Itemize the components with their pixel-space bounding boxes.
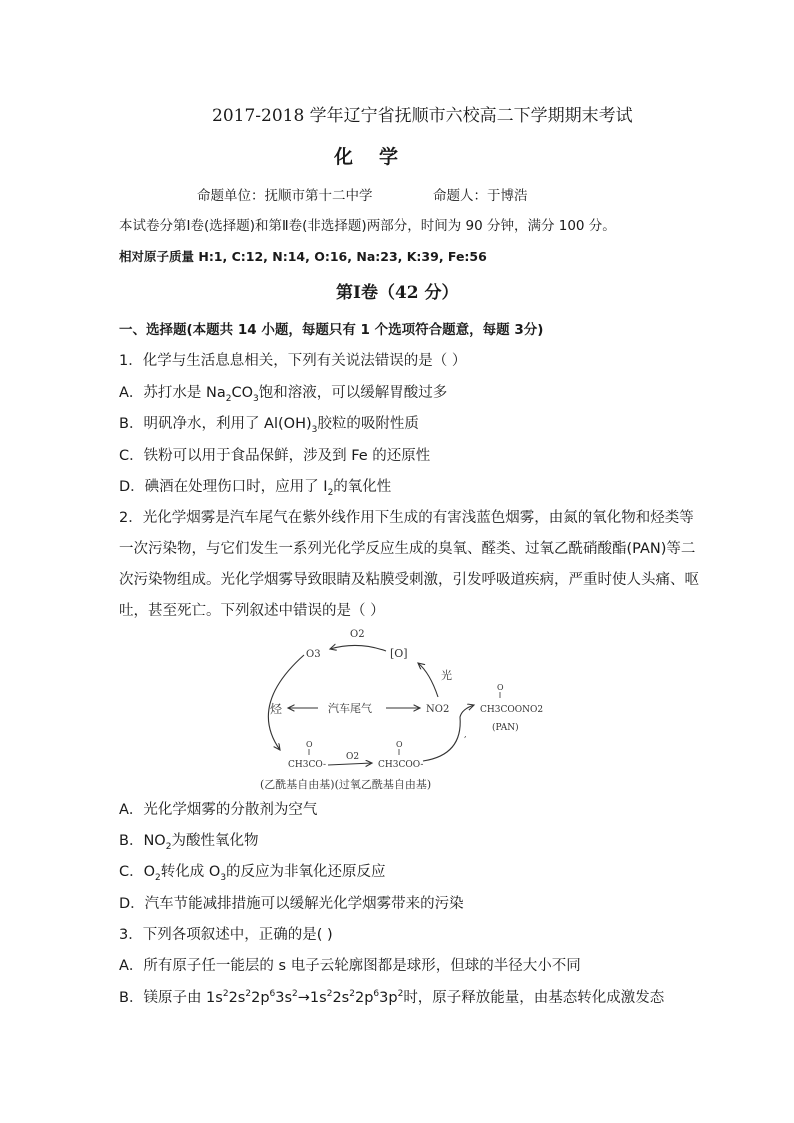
- diagram-acyl: CH3CO-: [288, 760, 327, 770]
- smog-reaction-diagram: [258, 625, 558, 795]
- diagram-o3: O3: [306, 649, 321, 660]
- diagram-peroxy: CH3COO-: [378, 760, 424, 770]
- author-name: 命题人：于博浩: [433, 188, 528, 204]
- q3-stem: 3．下列各项叙述中，正确的是( ): [119, 927, 333, 943]
- q2-option-d[interactable]: D．汽车节能减排措施可以缓解光化学烟雾带来的污染: [119, 896, 464, 912]
- q2-stem-line-1: 2．光化学烟雾是汽车尾气在紫外线作用下生成的有害浅蓝色烟雾，由氮的氧化物和烃类等: [119, 510, 694, 526]
- volume-heading: 第Ⅰ卷（42 分）: [336, 283, 459, 303]
- arrow-no2-to-o: [418, 663, 438, 697]
- q1-option-d[interactable]: D．碘酒在处理伤口时，应用了 $I_2$的氧化性: [119, 479, 392, 498]
- q1-option-b[interactable]: B．明矾净水，利用了 $Al(OH)_3$胶粒的吸附性质: [119, 416, 419, 435]
- diagram-pan: (PAN): [492, 723, 519, 733]
- q2-stem-line-2: 一次污染物，与它们发生一系列光化学反应生成的臭氧、醛类、过氧乙酰硝酸酯(PAN)等二: [119, 541, 696, 557]
- svg-text:,: ,: [464, 730, 467, 739]
- diagram-o-dbl-1: O: [497, 683, 504, 692]
- q3-option-a[interactable]: A．所有原子任一能层的 s 电子云轮廓图都是球形，但球的半径大小不同: [119, 958, 581, 974]
- arrow-acyl-to-peroxy: [328, 763, 372, 765]
- q1-option-a[interactable]: A．苏打水是 $Na_2CO_3$饱和溶液，可以缓解胃酸过多: [119, 385, 448, 404]
- atomic-masses: 相对原子质量 H:1, C:12, N:14, O:16, Na:23, K:39, Fe:56: [119, 249, 487, 264]
- exam-title: 2017-2018 学年辽宁省抚顺市六校高二下学期期末考试: [212, 106, 633, 126]
- q2-option-c[interactable]: C．$O_2$转化成 $O_3$的反应为非氧化还原反应: [119, 864, 386, 883]
- diagram-o-radical: [O]: [390, 647, 408, 660]
- author-unit: 命题单位：抚顺市第十二中学: [197, 188, 373, 204]
- diagram-exhaust: 汽车尾气: [328, 702, 372, 715]
- arrow-o-to-o3: [330, 645, 386, 651]
- q2-stem-line-4: 吐，甚至死亡。下列叙述中错误的是（ ）: [119, 603, 385, 619]
- q1-option-c[interactable]: C．铁粉可以用于食品保鲜，涉及到 Fe 的还原性: [119, 448, 431, 464]
- q2-option-a[interactable]: A．光化学烟雾的分散剂为空气: [119, 802, 318, 818]
- exam-intro: 本试卷分第Ⅰ卷(选择题)和第Ⅱ卷(非选择题)两部分，时间为 90 分钟，满分 100 分。: [119, 218, 616, 234]
- diagram-o-dbl-2: O: [306, 740, 313, 749]
- q2-option-b[interactable]: B．$NO_2$为酸性氧化物: [119, 833, 259, 852]
- diagram-o2-top: O2: [350, 629, 365, 640]
- subject-title: 化学: [334, 146, 425, 168]
- diagram-caption: (乙酰基自由基)(过氧乙酰基自由基): [260, 778, 432, 791]
- q1-stem: 1．化学与生活息息相关，下列有关说法错误的是（ ）: [119, 353, 467, 369]
- diagram-o-dbl-3: O: [396, 740, 403, 749]
- diagram-pan-formula: CH3COONO2: [480, 705, 544, 715]
- diagram-light: 光: [441, 669, 452, 682]
- diagram-o2-bottom: O2: [346, 752, 360, 762]
- q3-option-b[interactable]: B．镁原子由 $1s^22s^22p^63s^2\to 1s^22s^22p^63p^2$时，原子释放能量，由基态转化成激发态: [119, 989, 665, 1006]
- section-heading: 一、选择题(本题共 14 小题，每题只有 1 个选项符合题意，每题 3分): [119, 322, 544, 338]
- diagram-hydrocarbon: 烃: [270, 702, 283, 716]
- diagram-no2: NO2: [426, 704, 450, 715]
- q2-stem-line-3: 次污染物组成。光化学烟雾导致眼睛及粘膜受刺激，引发呼吸道疾病，严重时使人头痛、呕: [119, 572, 699, 588]
